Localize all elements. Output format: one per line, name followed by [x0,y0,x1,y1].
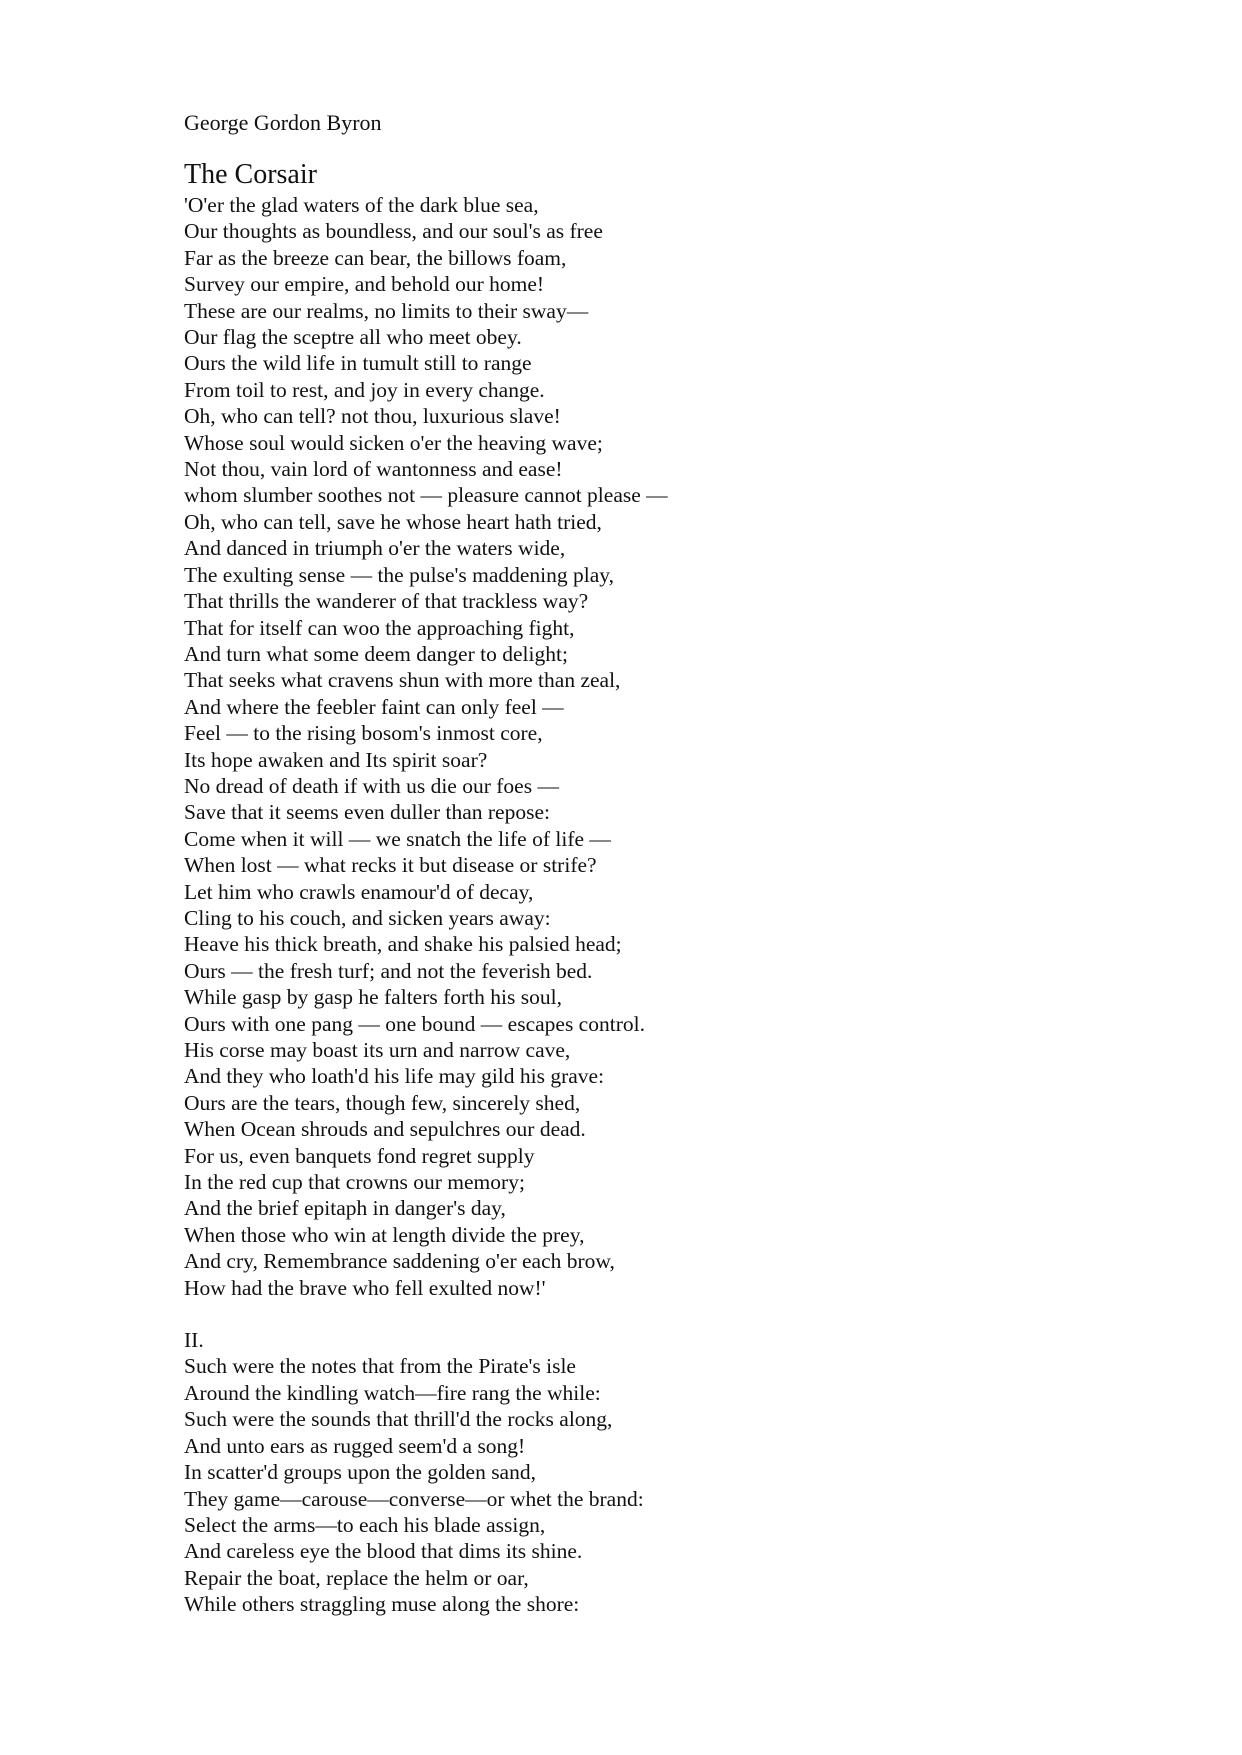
poem-line: And careless eye the blood that dims its shine. [184,1539,583,1564]
poem-line: For us, even banquets fond regret supply [184,1143,535,1168]
poem-line: Come when it will — we snatch the life of life — [184,826,611,851]
stanza-2 [184,1353,1184,1617]
poem-line: The exulting sense — the pulse's maddening play, [184,562,614,587]
poem-line: They game—carouse—converse—or whet the brand: [184,1486,644,1511]
document-page [184,108,1184,1618]
poem-line: That seeks what cravens shun with more than zeal, [184,668,621,693]
poem-line: Let him who crawls enamour'd of decay, [184,879,534,904]
poem-line: Repair the boat, replace the helm or oar, [184,1565,529,1590]
poem-line: Oh, who can tell? not thou, luxurious slave! [184,404,561,429]
poem-line: Ours with one pang — one bound — escapes control. [184,1011,645,1036]
poem-line: And they who loath'd his life may gild his grave: [184,1064,605,1089]
poem-title: The Corsair [184,159,317,190]
poem-line: While gasp by gasp he falters forth his soul, [184,985,562,1010]
poem-line: And where the feebler faint can only feel — [184,694,564,719]
poem-line: When Ocean shrouds and sepulchres our dead. [184,1117,586,1142]
poem-line: Ours the wild life in tumult still to range [184,351,532,376]
poem-line: Ours are the tears, though few, sincerely shed, [184,1090,581,1115]
section-spacer [184,1301,1184,1327]
poem-line: No dread of death if with us die our foes — [184,773,559,798]
poem-line: Far as the breeze can bear, the billows foam, [184,245,567,270]
poem-line: Such were the notes that from the Pirate's isle [184,1354,576,1379]
poem-line: Our thoughts as boundless, and our soul's as free [184,219,603,244]
section-heading: II. [184,1328,204,1353]
poem-line: Its hope awaken and Its spirit soar? [184,747,488,772]
poem-line: And turn what some deem danger to delight; [184,641,568,666]
poem-line: And cry, Remembrance saddening o'er each brow, [184,1249,615,1274]
poem-line: Feel — to the rising bosom's inmost core, [184,721,543,746]
poem-line: Such were the sounds that thrill'd the rocks along, [184,1407,613,1432]
poem-line: whom slumber soothes not — pleasure cannot please — [184,483,668,508]
poem-line: Our flag the sceptre all who meet obey. [184,325,522,350]
poem-line: Survey our empire, and behold our home! [184,272,545,297]
poem-line: That thrills the wanderer of that trackless way? [184,589,589,614]
poem-line: And unto ears as rugged seem'd a song! [184,1433,526,1458]
poem-line: Ours — the fresh turf; and not the feverish bed. [184,958,593,983]
poem-line: From toil to rest, and joy in every change. [184,377,545,402]
poem-line: Around the kindling watch—fire rang the while: [184,1380,601,1405]
poem-line: Heave his thick breath, and shake his palsied head; [184,932,622,957]
poem-line: Select the arms—to each his blade assign, [184,1512,546,1537]
poem-line: When those who win at length divide the prey, [184,1222,585,1247]
poem-line: In the red cup that crowns our memory; [184,1170,525,1195]
stanza-1 [184,192,1184,1301]
poem-line: Save that it seems even duller than repose: [184,800,550,825]
poem-line: Not thou, vain lord of wantonness and ease! [184,457,563,482]
poem-line: While others straggling muse along the shore: [184,1592,580,1617]
poem-line: Oh, who can tell, save he whose heart hath tried, [184,509,602,534]
poem-line: And danced in triumph o'er the waters wide, [184,536,566,561]
poem-line: 'O'er the glad waters of the dark blue sea, [184,193,539,217]
poem-line: When lost — what recks it but disease or strife? [184,853,597,878]
poem-line: That for itself can woo the approaching fight, [184,615,575,640]
poem-line: His corse may boast its urn and narrow cave, [184,1038,571,1062]
poem-line: And the brief epitaph in danger's day, [184,1196,506,1221]
poem-line: Cling to his couch, and sicken years away: [184,905,551,930]
poem-line: These are our realms, no limits to their sway— [184,298,589,323]
poem-line: Whose soul would sicken o'er the heaving wave; [184,430,603,455]
author-name: George Gordon Byron [184,110,382,135]
poem-line: How had the brave who fell exulted now!' [184,1275,546,1300]
poem-line: In scatter'd groups upon the golden sand, [184,1460,536,1485]
